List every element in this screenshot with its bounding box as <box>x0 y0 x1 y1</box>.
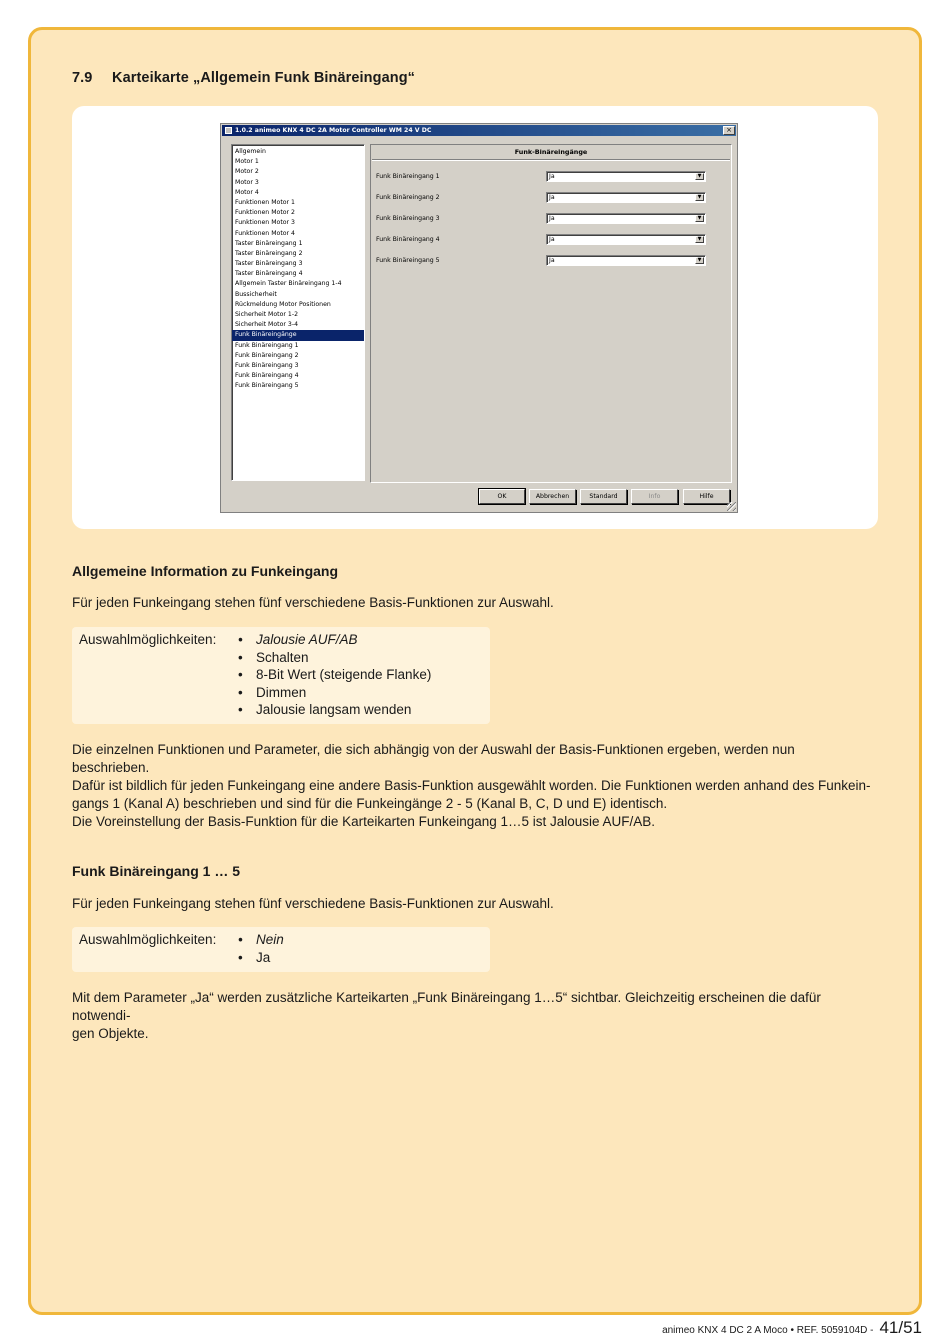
chevron-down-icon[interactable]: ▼ <box>695 215 704 222</box>
parameter-row <box>376 192 726 204</box>
footer-text: animeo KNX 4 DC 2 A Moco • REF. 5059104D - <box>662 1325 874 1336</box>
panel-title: Funk-Binäreingänge <box>514 148 588 156</box>
dialog-titlebar <box>222 125 736 136</box>
options-label: Auswahlmöglichkeiten: <box>79 632 217 647</box>
chevron-down-icon[interactable]: ▼ <box>695 173 704 180</box>
nav-item[interactable]: Allgemein Taster Binäreingang 1-4 <box>235 280 342 288</box>
section-number: 7.9 <box>72 70 93 86</box>
general-options-box <box>72 627 490 724</box>
nav-item[interactable]: Motor 2 <box>235 168 259 176</box>
nav-item[interactable]: Taster Binäreingang 3 <box>235 260 303 268</box>
chevron-down-icon[interactable]: ▼ <box>695 236 704 243</box>
nav-item[interactable]: Sicherheit Motor 1-2 <box>235 311 299 318</box>
general-heading: Allgemeine Information zu Funkeingang <box>72 563 339 579</box>
chevron-down-icon[interactable]: ▼ <box>695 194 704 201</box>
general-intro: Für jeden Funkeingang stehen fünf verschiedene Basis-Funktionen zur Auswahl. <box>72 595 554 610</box>
ok-button[interactable]: OK <box>479 489 525 504</box>
parameter-value: Ja <box>549 173 555 180</box>
parameter-label: Funk Binäreingang 2 <box>376 194 440 201</box>
paragraph-line: Dafür ist bildlich für jeden Funkeingang eine andere Basis-Funktion ausgewählt worden. Die Funktionen werden anhand des Funkein- <box>72 778 871 793</box>
resize-grip[interactable] <box>727 502 736 511</box>
list-item: • 8-Bit Wert (steigende Flanke) <box>238 666 431 684</box>
paragraph-line: gangs 1 (Kanal A) beschrieben und sind für die Funkeingänge 2 - 5 (Kanal B, C, D und E) identisch. <box>72 796 668 811</box>
list-item: • Jalousie langsam wenden <box>238 701 431 719</box>
parameter-row <box>376 213 726 225</box>
list-item: • Schalten <box>238 649 431 667</box>
page-footer <box>662 1318 922 1338</box>
parameter-select[interactable] <box>546 255 706 266</box>
nav-item[interactable]: Allgemein <box>235 148 266 155</box>
nav-item[interactable]: Funk Binäreingang 4 <box>235 372 299 380</box>
paragraph-line: gen Objekte. <box>72 1026 149 1041</box>
list-item: • Dimmen <box>238 684 431 702</box>
parameter-row <box>376 234 726 246</box>
nav-item[interactable]: Funktionen Motor 1 <box>235 198 295 206</box>
panel-divider <box>372 159 730 161</box>
funk-paragraph <box>72 989 872 1043</box>
parameter-row <box>376 171 726 183</box>
list-item: • Jalousie AUF/AB <box>238 631 431 649</box>
nav-item[interactable]: Funk Binäreingang 3 <box>235 361 299 369</box>
default-note: Die Voreinstellung der Basis-Funktion für die Karteikarten Funkeingang 1…5 ist Jalousie AUF/AB. <box>72 814 656 829</box>
cancel-button[interactable]: Abbrechen <box>529 489 576 504</box>
options-label: Auswahlmöglichkeiten: <box>79 932 217 947</box>
page-number: 41/51 <box>879 1318 922 1337</box>
parameter-label: Funk Binäreingang 1 <box>376 173 440 180</box>
nav-item[interactable]: Motor 4 <box>235 188 259 196</box>
nav-item[interactable]: Bussicherheit <box>235 290 277 298</box>
nav-item[interactable]: Funk Binäreingang 1 <box>235 341 299 349</box>
list-item: • Nein <box>238 931 284 949</box>
chevron-down-icon[interactable]: ▼ <box>695 257 704 264</box>
parameter-value: Ja <box>549 215 555 222</box>
nav-item[interactable]: Rückmeldung Motor Positionen <box>235 300 331 308</box>
parameter-select[interactable] <box>546 192 706 203</box>
nav-item[interactable]: Taster Binäreingang 1 <box>235 239 303 247</box>
parameter-dialog <box>220 123 738 513</box>
default-button[interactable]: Standard <box>580 489 627 504</box>
list-item: • Ja <box>238 949 284 967</box>
help-button[interactable]: Hilfe <box>683 489 730 504</box>
nav-item[interactable]: Funk Binäreingang 5 <box>235 382 299 390</box>
nav-item[interactable]: Funk Binäreingänge <box>232 330 364 340</box>
parameter-value: Ja <box>549 257 555 264</box>
nav-item[interactable]: Taster Binäreingang 2 <box>235 249 303 257</box>
funk-options-box <box>72 927 490 972</box>
info-button: Info <box>631 489 678 504</box>
parameter-row <box>376 255 726 267</box>
nav-item[interactable]: Funk Binäreingang 2 <box>235 351 299 359</box>
parameter-value: Ja <box>549 236 555 243</box>
parameter-panel <box>370 144 732 483</box>
nav-item[interactable]: Motor 1 <box>235 158 259 166</box>
nav-item[interactable]: Funktionen Motor 2 <box>235 209 295 217</box>
nav-item[interactable]: Funktionen Motor 3 <box>235 219 295 227</box>
nav-item[interactable]: Taster Binäreingang 4 <box>235 270 303 278</box>
app-icon <box>225 127 232 134</box>
dialog-title: 1.0.2 animeo KNX 4 DC 2A Motor Controller WM 24 V DC <box>235 127 432 134</box>
nav-list <box>231 144 365 481</box>
funk-intro: Für jeden Funkeingang stehen fünf verschiedene Basis-Funktionen zur Auswahl. <box>72 896 554 911</box>
general-options-list <box>238 631 431 719</box>
section-title <box>72 70 415 86</box>
paragraph-line: Mit dem Parameter „Ja“ werden zusätzliche Karteikarten „Funk Binäreingang 1…5“ sichtbar. Gleichzeitig erscheinen die dafür notwendi- <box>72 990 821 1023</box>
parameter-select[interactable] <box>546 171 706 182</box>
parameter-label: Funk Binäreingang 3 <box>376 215 440 222</box>
paragraph-line: Die einzelnen Funktionen und Parameter, die sich abhängig von der Auswahl der Basis-Funktionen ergeben, werden nun beschrieben. <box>72 742 795 775</box>
parameter-label: Funk Binäreingang 4 <box>376 236 440 243</box>
parameter-select[interactable] <box>546 213 706 224</box>
nav-item[interactable]: Motor 3 <box>235 178 259 186</box>
funk-heading: Funk Binäreingang 1 … 5 <box>72 863 241 879</box>
nav-item[interactable]: Sicherheit Motor 3-4 <box>235 321 299 329</box>
parameter-value: Ja <box>549 194 555 201</box>
nav-item[interactable]: Funktionen Motor 4 <box>235 229 295 237</box>
section-title-text: Karteikarte „Allgemein Funk Binäreingang“ <box>112 70 416 86</box>
parameter-label: Funk Binäreingang 5 <box>376 257 440 264</box>
parameter-select[interactable] <box>546 234 706 245</box>
close-icon[interactable]: × <box>723 126 735 135</box>
general-paragraph <box>72 741 872 813</box>
funk-options-list <box>238 931 284 966</box>
